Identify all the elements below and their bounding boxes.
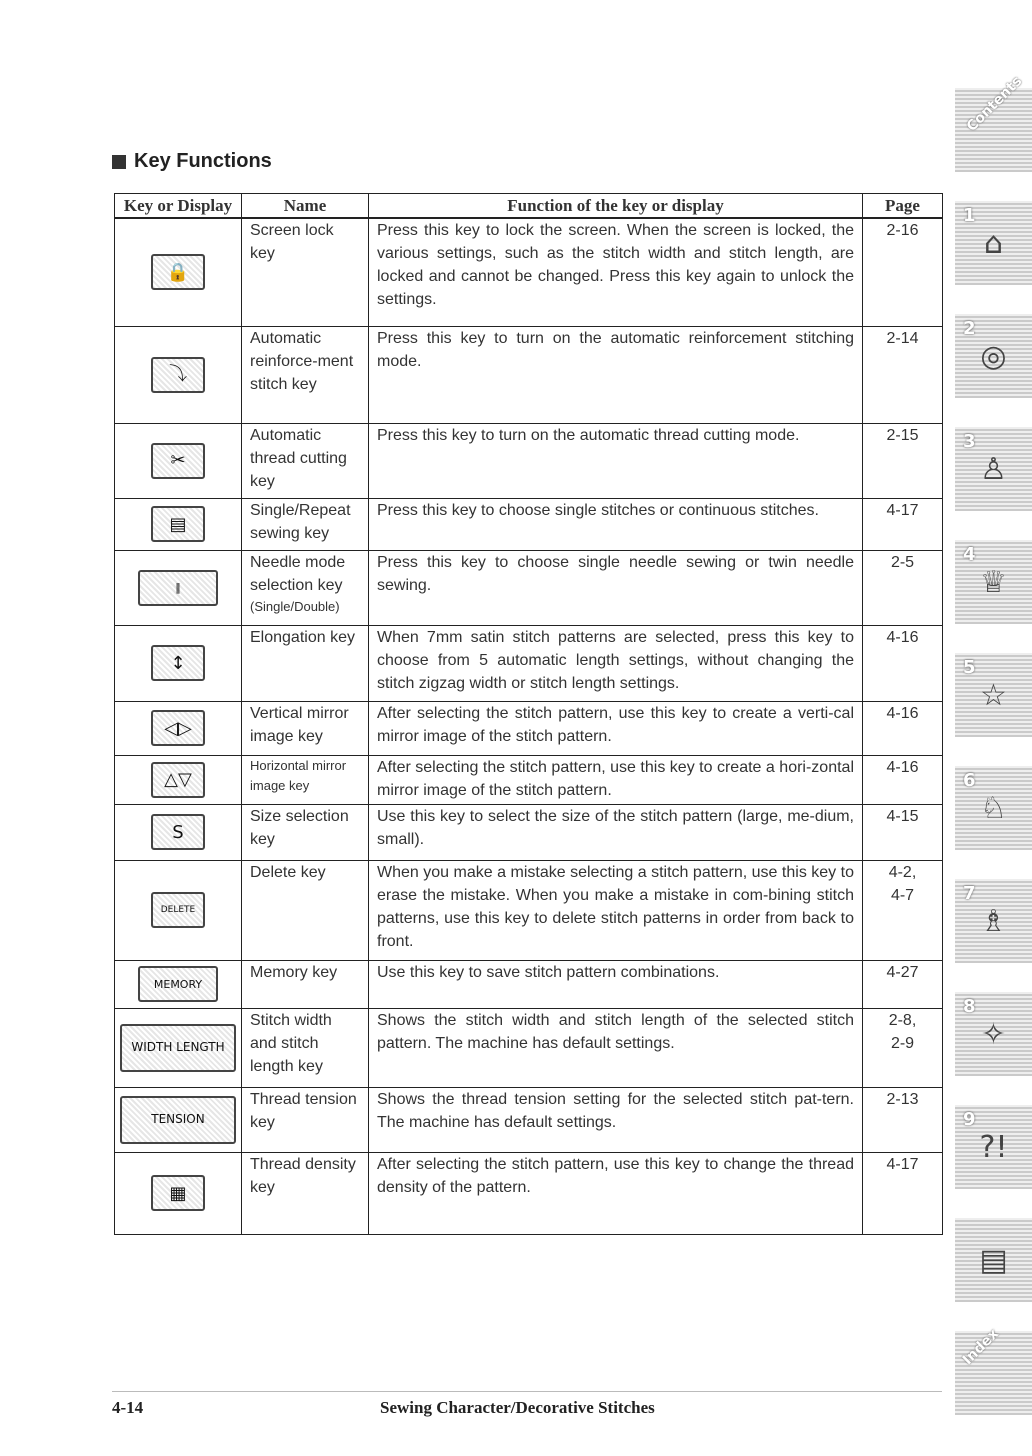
- table-row: [115, 1152, 943, 1234]
- table-row: [115, 423, 943, 498]
- vertical-mirror-icon: ◁▷: [151, 710, 205, 746]
- horizontal-mirror-icon: △▽: [151, 762, 205, 798]
- row-page: 4-16: [863, 755, 943, 804]
- row-page: 4-17: [863, 1152, 943, 1234]
- appendix-pages-icon: ▤: [979, 1242, 1008, 1278]
- density-icon: ▦: [151, 1175, 205, 1211]
- troubleshooting-icon: ?!: [979, 1129, 1008, 1165]
- width-length-icon: WIDTH LENGTH: [120, 1024, 236, 1072]
- table-row: [115, 755, 943, 804]
- row-name: Horizontal mirror image key: [242, 755, 369, 804]
- tab-label: Index: [959, 1325, 1002, 1369]
- key-functions-table: [114, 193, 943, 1235]
- row-function: Press this key to lock the screen. When the screen is locked, the various settings, such as the stitch width and stitch length, are locked and cannot be changed. Press this key again to unlock the settings.: [369, 218, 863, 326]
- tab-label: Contents: [963, 73, 1026, 135]
- section-heading: [112, 150, 272, 173]
- row-function: Press this key to turn on the automatic reinforcement stitching mode.: [369, 326, 863, 423]
- row-name: Automatic thread cutting key: [242, 423, 369, 498]
- row-page: 2-14: [863, 326, 943, 423]
- row-function: After selecting the stitch pattern, use this key to create a hori-zontal mirror image of the stitch pattern.: [369, 755, 863, 804]
- row-function: When you make a mistake selecting a stitch pattern, use this key to erase the mistake. When you make a mistake in com-bining stitch patterns, use this key to delete stitch patterns in order from back to front.: [369, 860, 863, 960]
- row-name: Memory key: [242, 960, 369, 1008]
- tab-number: 6: [963, 770, 976, 791]
- row-page: 2-16: [863, 218, 943, 326]
- row-name: Thread tension key: [242, 1087, 369, 1152]
- table-header-row: [115, 194, 943, 219]
- shirt-embroidery-icon: ♘: [980, 790, 1007, 826]
- tab-chapter-3[interactable]: [955, 427, 1032, 511]
- table-row: [115, 218, 943, 326]
- row-page: 4-16: [863, 701, 943, 755]
- machine-maintenance-icon: ✧: [980, 1016, 1007, 1052]
- abc-shirt-icon: ♕: [980, 564, 1007, 600]
- reinforcement-stitch-icon: ⤵: [151, 357, 205, 393]
- tab-contents[interactable]: [955, 73, 1032, 172]
- row-page: 4-27: [863, 960, 943, 1008]
- row-name: Vertical mirror image key: [242, 701, 369, 755]
- embroidery-frame-icon: ☆: [980, 677, 1007, 713]
- needle-mode-icon: ‖: [138, 570, 218, 606]
- tab-chapter-8[interactable]: [955, 992, 1032, 1076]
- footer-divider: [112, 1391, 942, 1392]
- table-row: [115, 804, 943, 860]
- thread-spool-icon: ◎: [980, 338, 1007, 374]
- chapter-tabs: [955, 73, 1032, 1444]
- tab-appendix[interactable]: [955, 1218, 1032, 1302]
- chapter-title: Sewing Character/Decorative Stitches: [380, 1398, 655, 1417]
- single-repeat-icon: ▤: [151, 506, 205, 542]
- row-name: Delete key: [242, 860, 369, 960]
- row-page: 2-8, 2-9: [863, 1008, 943, 1087]
- row-function: After selecting the stitch pattern, use this key to change the thread density of the pattern.: [369, 1152, 863, 1234]
- size-selection-icon: S: [151, 814, 205, 850]
- tab-chapter-1[interactable]: [955, 201, 1032, 285]
- row-name-note: (Single/Double): [250, 598, 340, 614]
- tab-chapter-2[interactable]: [955, 314, 1032, 398]
- table-row: [115, 960, 943, 1008]
- row-name: Single/Repeat sewing key: [242, 498, 369, 550]
- row-page: 4-2, 4-7: [863, 860, 943, 960]
- row-name: Size selection key: [242, 804, 369, 860]
- page-number: 4-14: [112, 1398, 144, 1417]
- table-row: [115, 1008, 943, 1087]
- row-name: Screen lock key: [242, 218, 369, 326]
- tab-number: 8: [963, 996, 976, 1017]
- tab-index[interactable]: [955, 1325, 1032, 1415]
- scissors-icon: ✂: [151, 443, 205, 479]
- heading-square-icon: [112, 155, 126, 169]
- header-function: Function of the key or display: [369, 194, 863, 219]
- row-name: Needle mode selection key: [250, 553, 346, 594]
- row-function: Press this key to choose single stitches or continuous stitches.: [369, 498, 863, 550]
- row-function: Press this key to choose single needle sewing or twin needle sewing.: [369, 550, 863, 625]
- row-function: After selecting the stitch pattern, use this key to create a verti-cal mirror image of the stitch pattern.: [369, 701, 863, 755]
- table-row: [115, 860, 943, 960]
- tab-chapter-5[interactable]: [955, 653, 1032, 737]
- tab-chapter-6[interactable]: [955, 766, 1032, 850]
- row-page: 4-16: [863, 625, 943, 701]
- row-page: 4-15: [863, 804, 943, 860]
- memory-icon: MEMORY: [138, 966, 218, 1002]
- table-row: [115, 498, 943, 550]
- header-name: Name: [242, 194, 369, 219]
- tab-number: 3: [963, 431, 976, 452]
- tab-chapter-4[interactable]: [955, 540, 1032, 624]
- row-page: 4-17: [863, 498, 943, 550]
- tab-number: 7: [963, 883, 976, 904]
- table-row: [115, 1087, 943, 1152]
- delete-icon: DELETE: [151, 892, 205, 928]
- elongation-icon: ↕: [151, 645, 205, 681]
- tab-number: 9: [963, 1109, 976, 1130]
- header-page: Page: [863, 194, 943, 219]
- row-function: Shows the thread tension setting for the selected stitch pat-tern. The machine has default settings.: [369, 1087, 863, 1152]
- table-row: [115, 550, 943, 625]
- tab-number: 1: [963, 205, 976, 226]
- table-row: [115, 326, 943, 423]
- row-page: 2-15: [863, 423, 943, 498]
- table-row: [115, 701, 943, 755]
- row-name: Automatic reinforce-ment stitch key: [242, 326, 369, 423]
- tab-chapter-9[interactable]: [955, 1105, 1032, 1189]
- row-function: Use this key to select the size of the stitch pattern (large, me-dium, small).: [369, 804, 863, 860]
- row-name: Stitch width and stitch length key: [242, 1008, 369, 1087]
- row-function: Press this key to turn on the automatic thread cutting mode.: [369, 423, 863, 498]
- tension-icon: TENSION: [120, 1096, 236, 1144]
- section-title: Key Functions: [134, 150, 272, 172]
- row-name-cell: [242, 550, 369, 625]
- tab-chapter-7[interactable]: [955, 879, 1032, 963]
- row-function: Use this key to save stitch pattern combinations.: [369, 960, 863, 1008]
- lock-icon: 🔒: [151, 254, 205, 290]
- shirt-icon: ♙: [980, 451, 1007, 487]
- clothes-icon: ♗: [980, 903, 1007, 939]
- tab-number: 5: [963, 657, 976, 678]
- row-name: Elongation key: [242, 625, 369, 701]
- table-row: [115, 625, 943, 701]
- row-page: 2-13: [863, 1087, 943, 1152]
- tab-number: 2: [963, 318, 976, 339]
- row-function: Shows the stitch width and stitch length of the selected stitch pattern. The machine has default settings.: [369, 1008, 863, 1087]
- tab-number: 4: [963, 544, 976, 565]
- sewing-machine-icon: ⌂: [983, 225, 1004, 261]
- row-function: When 7mm satin stitch patterns are selected, press this key to choose from 5 automatic length settings, without changing the stitch zigzag width or stitch length settings.: [369, 625, 863, 701]
- row-page: 2-5: [863, 550, 943, 625]
- header-key-or-display: Key or Display: [115, 194, 242, 219]
- row-name: Thread density key: [242, 1152, 369, 1234]
